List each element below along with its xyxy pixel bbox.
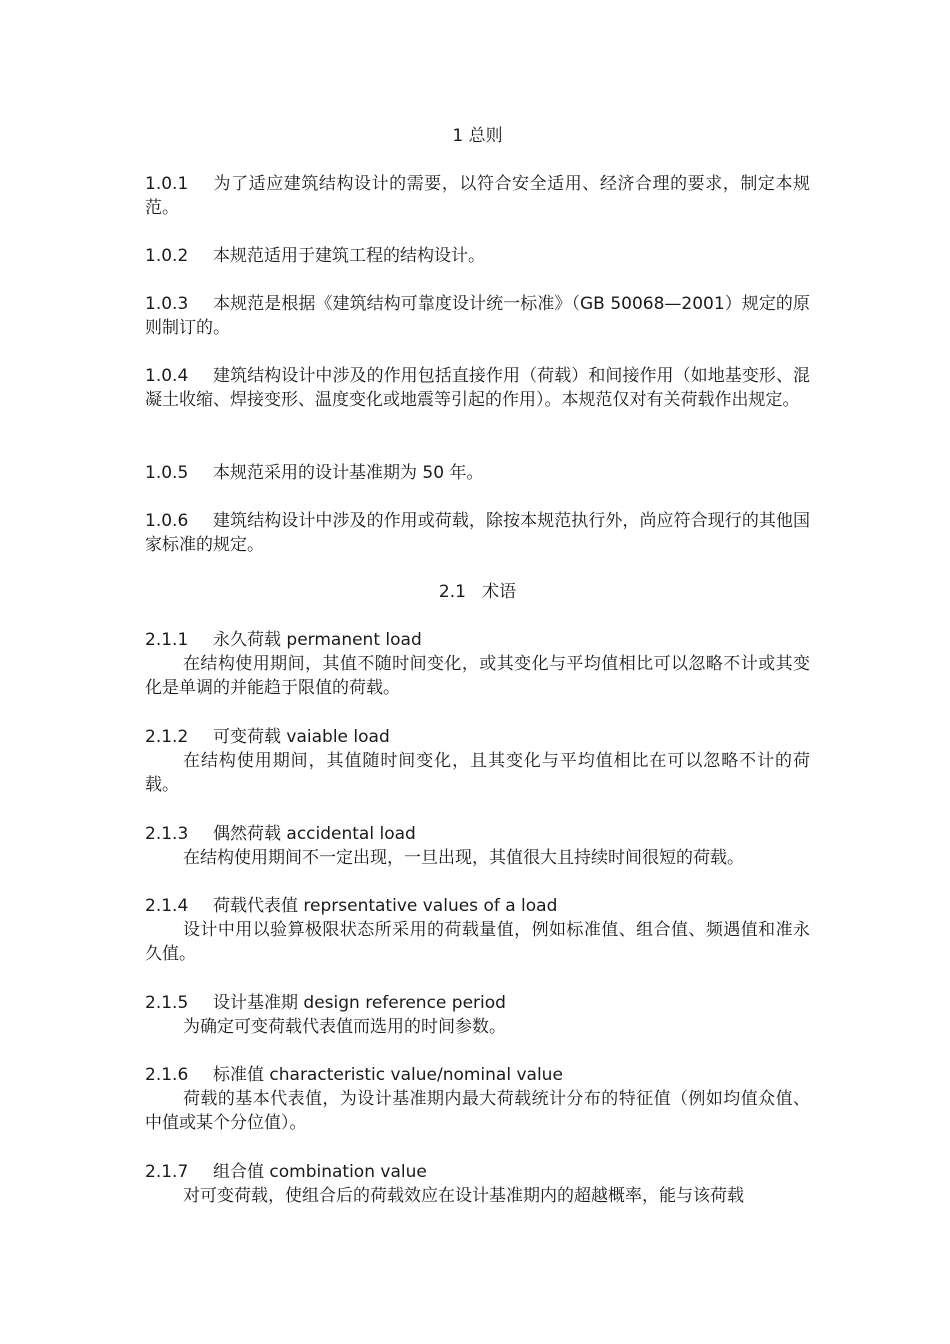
term-definition: 在结构使用期间不一定出现，一旦出现，其值很大且持续时间很短的荷载。 <box>183 848 744 868</box>
section-title: 2.1 术语 <box>438 582 517 602</box>
clause-number: 1.0.5 <box>145 463 189 483</box>
term-2-1-5 <box>145 991 810 1039</box>
clause-text: 本规范采用的设计基准期为 50 年。 <box>213 463 484 483</box>
term-definition: 在结构使用期间，其值不随时间变化，或其变化与平均值相比可以忽略不计或其变化是单调的并能趋于限值的荷载。 <box>145 654 810 698</box>
term-number: 2.1.3 <box>145 824 189 844</box>
clause-number: 1.0.6 <box>145 511 189 531</box>
term-definition: 荷载的基本代表值，为设计基准期内最大荷载统计分布的特征值（例如均值众值、中值或某个分位值）。 <box>145 1089 810 1133</box>
clause-text: 本规范是根据《建筑结构可靠度设计统一标准》（GB 50068—2001）规定的原则制订的。 <box>145 294 810 338</box>
term-2-1-7 <box>145 1160 810 1208</box>
term-heading <box>145 894 810 918</box>
term-heading <box>145 822 810 846</box>
term-number: 2.1.1 <box>145 630 189 650</box>
clause-number: 1.0.3 <box>145 294 189 314</box>
term-heading <box>145 991 810 1015</box>
term-2-1-1 <box>145 628 810 700</box>
clause-number: 1.0.4 <box>145 366 189 386</box>
term-number: 2.1.7 <box>145 1162 189 1182</box>
term-heading <box>145 628 810 652</box>
term-name: 偶然荷载 accidental load <box>213 824 416 844</box>
term-name: 永久荷载 permanent load <box>213 630 422 650</box>
term-name: 组合值 combination value <box>213 1162 427 1182</box>
term-2-1-2 <box>145 725 810 797</box>
term-name: 设计基准期 design reference period <box>213 993 506 1013</box>
term-definition: 设计中用以验算极限状态所采用的荷载量值，例如标准值、组合值、频遇值和准永久值。 <box>145 920 810 964</box>
clause-1-0-6 <box>145 509 810 557</box>
clause-1-0-3 <box>145 292 810 340</box>
clause-number: 1.0.2 <box>145 246 189 266</box>
term-definition: 在结构使用期间，其值随时间变化，且其变化与平均值相比在可以忽略不计的荷载。 <box>145 751 810 795</box>
term-number: 2.1.4 <box>145 896 189 916</box>
term-heading <box>145 1160 810 1184</box>
term-number: 2.1.6 <box>145 1065 189 1085</box>
term-heading <box>145 1063 810 1087</box>
term-2-1-6 <box>145 1063 810 1135</box>
term-definition: 为确定可变荷载代表值而选用的时间参数。 <box>183 1017 506 1037</box>
term-heading <box>145 725 810 749</box>
term-2-1-3 <box>145 822 810 870</box>
term-name: 荷载代表值 reprsentative values of a load <box>213 896 558 916</box>
term-name: 标准值 characteristic value/nominal value <box>213 1065 563 1085</box>
clause-text: 建筑结构设计中涉及的作用包括直接作用（荷载）和间接作用（如地基变形、混凝土收缩、焊接变形、温度变化或地震等引起的作用）。本规范仅对有关荷载作出规定。 <box>145 366 810 410</box>
clause-text: 建筑结构设计中涉及的作用或荷载，除按本规范执行外，尚应符合现行的其他国家标准的规定。 <box>145 511 810 555</box>
clause-1-0-4 <box>145 364 810 412</box>
term-definition: 对可变荷载，使组合后的荷载效应在设计基准期内的超越概率，能与该荷载 <box>183 1186 744 1206</box>
term-number: 2.1.5 <box>145 993 189 1013</box>
clause-text: 本规范适用于建筑工程的结构设计。 <box>213 246 485 266</box>
term-name: 可变荷载 vaiable load <box>213 727 390 747</box>
clause-text: 为了适应建筑结构设计的需要，以符合安全适用、经济合理的要求，制定本规范。 <box>145 174 810 218</box>
clause-1-0-1 <box>145 172 810 220</box>
clause-number: 1.0.1 <box>145 174 189 194</box>
term-2-1-4 <box>145 894 810 966</box>
clause-1-0-5 <box>145 461 810 485</box>
term-number: 2.1.2 <box>145 727 189 747</box>
chapter-title: 1 总则 <box>452 126 503 146</box>
clause-1-0-2 <box>145 244 810 268</box>
